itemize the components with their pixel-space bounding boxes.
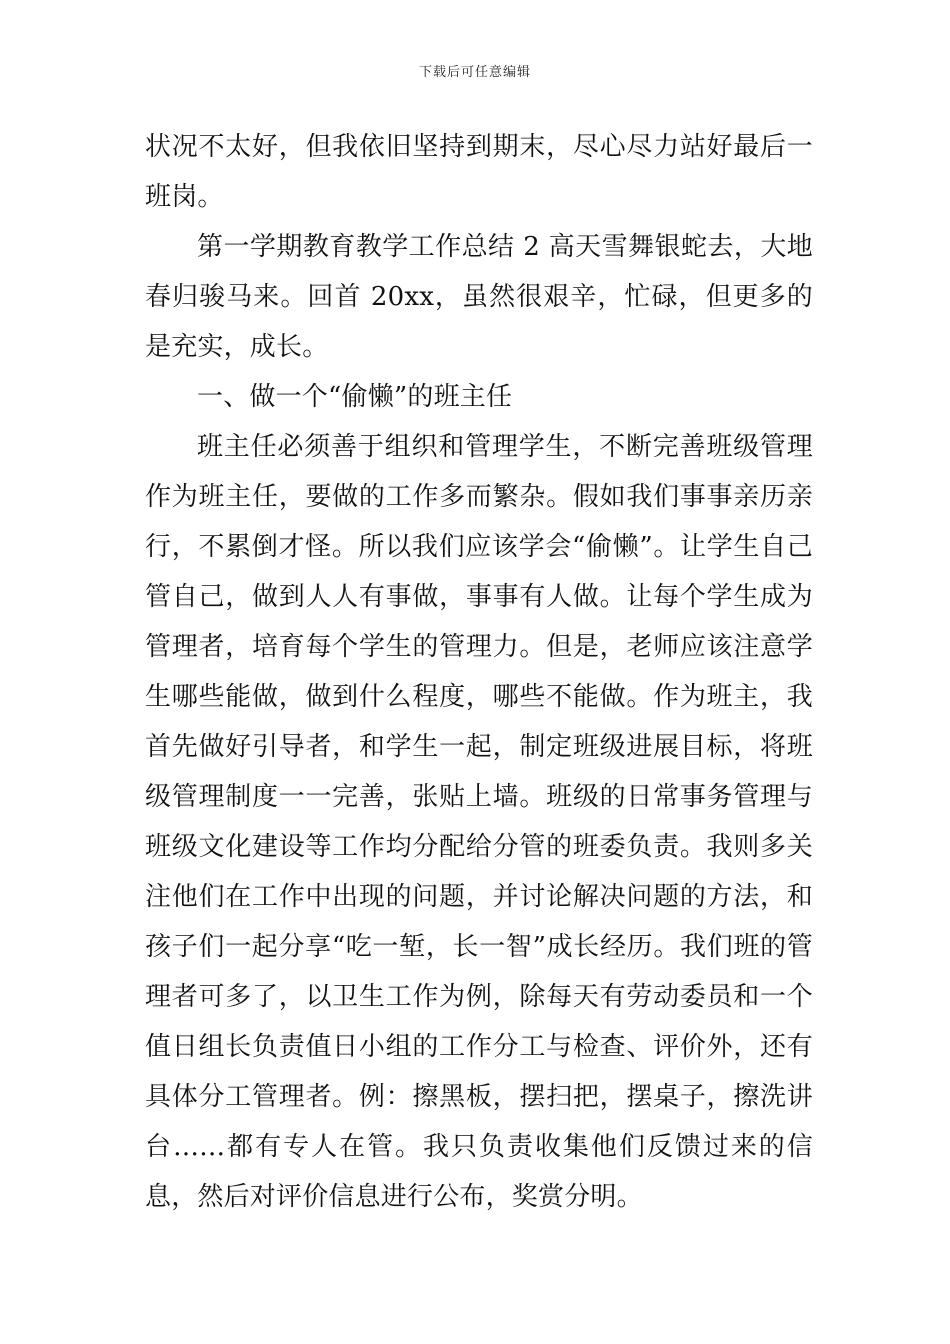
paragraph-continuation: 状况不太好，但我依旧坚持到期末，尽心尽力站好最后一班岗。 <box>145 132 813 212</box>
paragraph-class-management: 班主任必须善于组织和管理学生，不断完善班级管理作为班主任，要做的工作多而繁杂。假如我们事事亲历亲行，不累倒才怪。所以我们应该学会“偷懒”。让学生自己管自己，做到人人有事做，事事有人做。让每个学生成为管理者，培育每个学生的管理力。但是，老师应该注意学生哪些能做，做到什么程度，哪些不能做。作为班主，我首先做好引导者，和学生一起，制定班级进展目标，将班级管理制度一一完善，张贴上墙。班级的日常事务管理与班级文化建设等工作均分配给分管的班委负责。我则多关注他们在工作中出现的问题，并讨论解决问题的方法，和孩子们一起分享“吃一堑，长一智”成长经历。我们班的管理者可多了，以卫生工作为例，除每天有劳动委员和一个值日组长负责值日小组的工作分工与检查、评价外，还有具体分工管理者。例：擦黑板，摆扫把，摆桌子，擦洗讲台……都有专人在管。我只负责收集他们反馈过来的信息，然后对评价信息进行公布，奖赏分明。 <box>145 432 813 1212</box>
paragraph-summary-intro: 第一学期教育教学工作总结 2 高天雪舞银蛇去，大地春归骏马来。回首 20xx，虽然很艰辛，忙碌，但更多的是充实，成长。 <box>145 232 813 362</box>
section-heading: 一、做一个“偷懒”的班主任 <box>197 382 513 412</box>
document-body <box>145 122 813 1222</box>
page-header: 下载后可任意编辑 <box>418 65 531 80</box>
